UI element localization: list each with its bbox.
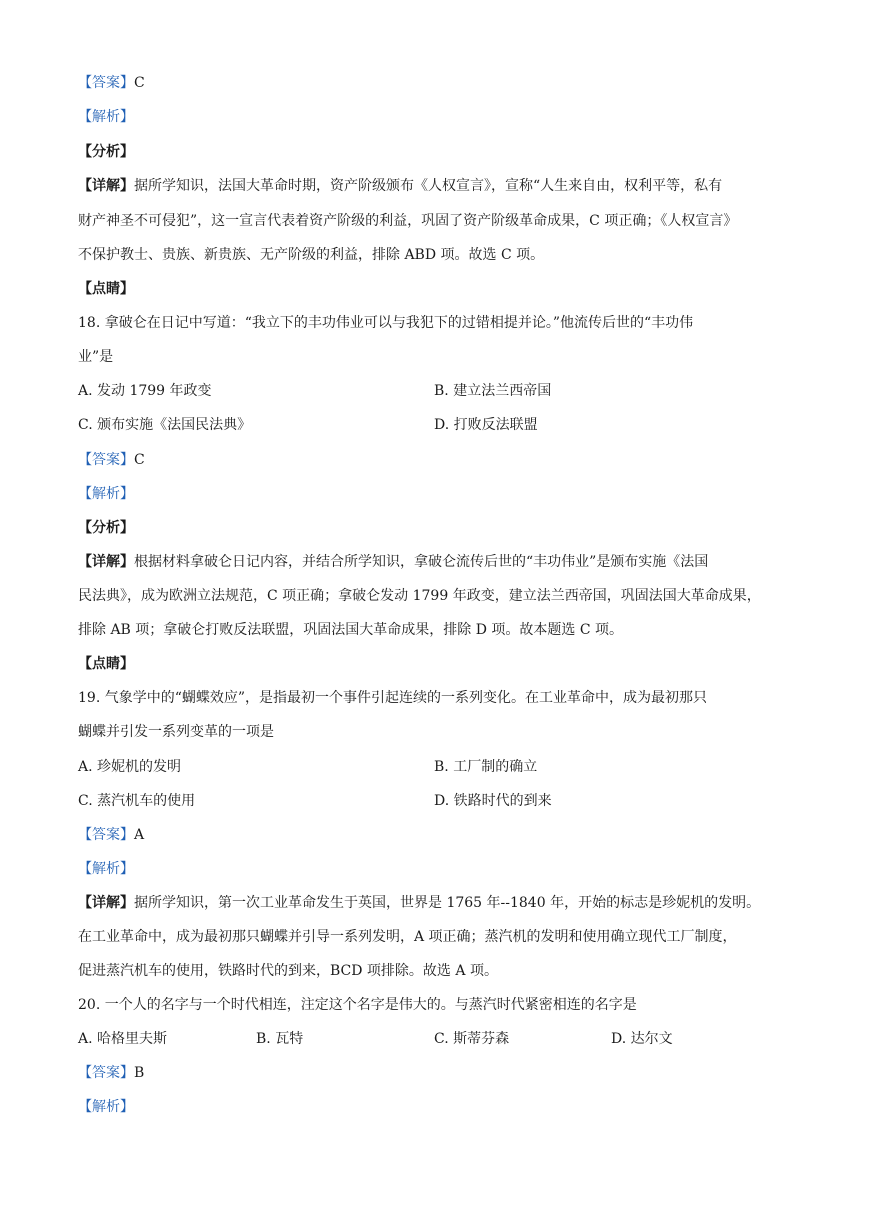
q18-option-a: A. 发动 1799 年政变	[78, 383, 212, 399]
answer-tag: 【答案】	[78, 1065, 134, 1081]
detail-tag: 【详解】	[78, 178, 134, 194]
q18-fenxi-tag: 【分析】	[78, 520, 134, 536]
detail-text: 据所学知识，第一次工业革命发生于英国，世界是 1765 年--1840 年，开始的标志是珍妮机的发明。	[134, 895, 761, 911]
q18-detail-line-2: 民法典》，成为欧洲立法规范，C 项正确；拿破仑发动 1799 年政变，建立法兰西帝国，巩固法国大革命成果，	[78, 588, 761, 604]
q17-detail-line-1	[78, 176, 722, 196]
q20-option-c: C. 斯蒂芬森	[434, 1031, 510, 1047]
q17-answer	[78, 73, 145, 93]
q18-analysis-tag: 【解析】	[78, 486, 134, 502]
q18-option-c: C. 颁布实施《法国民法典》	[78, 417, 252, 433]
q17-dianjing-tag: 【点睛】	[78, 281, 134, 297]
q19-detail-line-3: 促进蒸汽机车的使用，铁路时代的到来，BCD 项排除。故选 A 项。	[78, 963, 498, 979]
detail-text: 根据材料拿破仑日记内容，并结合所学知识，拿破仑流传后世的“丰功伟业”是颁布实施《法国	[134, 554, 709, 570]
q20-stem: 20. 一个人的名字与一个时代相连，注定这个名字是伟大的。与蒸汽时代紧密相连的名字是	[78, 997, 637, 1013]
q17-detail-line-3: 不保护教士、贵族、新贵族、无产阶级的利益，排除 ABD 项。故选 C 项。	[78, 247, 545, 263]
q18-stem-line-1: 18. 拿破仑在日记中写道：“我立下的丰功伟业可以与我犯下的过错相提并论。”他流传后世的“丰功伟	[78, 315, 694, 331]
q18-stem-line-2: 业”是	[78, 349, 114, 365]
q17-detail-line-2: 财产神圣不可侵犯”，这一宣言代表着资产阶级的利益，巩固了资产阶级革命成果，C 项正确；《人权宣言》	[78, 213, 738, 229]
q18-detail-line-1	[78, 552, 708, 572]
answer-tag: 【答案】	[78, 75, 134, 91]
q19-option-b: B. 工厂制的确立	[434, 759, 538, 775]
q19-detail-line-1	[78, 893, 760, 913]
q17-fenxi-tag: 【分析】	[78, 144, 134, 160]
q20-analysis-tag: 【解析】	[78, 1099, 134, 1115]
q20-option-a: A. 哈格里夫斯	[78, 1031, 168, 1047]
q19-answer	[78, 825, 144, 845]
detail-tag: 【详解】	[78, 895, 134, 911]
q19-analysis-tag: 【解析】	[78, 861, 134, 877]
answer-tag: 【答案】	[78, 452, 134, 468]
answer-tag: 【答案】	[78, 827, 134, 843]
q18-dianjing-tag: 【点睛】	[78, 656, 134, 672]
q19-option-c: C. 蒸汽机车的使用	[78, 793, 196, 809]
q20-option-d: D. 达尔文	[611, 1031, 673, 1047]
q18-answer	[78, 450, 145, 470]
q18-detail-line-3: 排除 AB 项；拿破仑打败反法联盟，巩固法国大革命成果，排除 D 项。故本题选 C 项。	[78, 622, 624, 638]
answer-value: B	[134, 1065, 145, 1081]
q19-option-a: A. 珍妮机的发明	[78, 759, 182, 775]
q18-option-d: D. 打败反法联盟	[434, 417, 538, 433]
q19-stem-line-1: 19. 气象学中的“蝴蝶效应”，是指最初一个事件引起连续的一系列变化。在工业革命中，成为最初那只	[78, 690, 708, 706]
q19-detail-line-2: 在工业革命中，成为最初那只蝴蝶并引导一系列发明，A 项正确；蒸汽机的发明和使用确立现代工厂制度，	[78, 929, 737, 945]
q18-option-b: B. 建立法兰西帝国	[434, 383, 552, 399]
q19-option-d: D. 铁路时代的到来	[434, 793, 552, 809]
answer-value: C	[134, 452, 145, 468]
q19-stem-line-2: 蝴蝶并引发一系列变革的一项是	[78, 724, 274, 740]
detail-tag: 【详解】	[78, 554, 134, 570]
q20-answer	[78, 1063, 144, 1083]
q20-option-b: B. 瓦特	[256, 1031, 304, 1047]
q17-analysis-tag: 【解析】	[78, 109, 134, 125]
answer-value: A	[134, 827, 145, 843]
answer-value: C	[134, 75, 145, 91]
detail-text: 据所学知识，法国大革命时期，资产阶级颁布《人权宣言》，宣称“人生来自由，权利平等，私有	[134, 178, 723, 194]
